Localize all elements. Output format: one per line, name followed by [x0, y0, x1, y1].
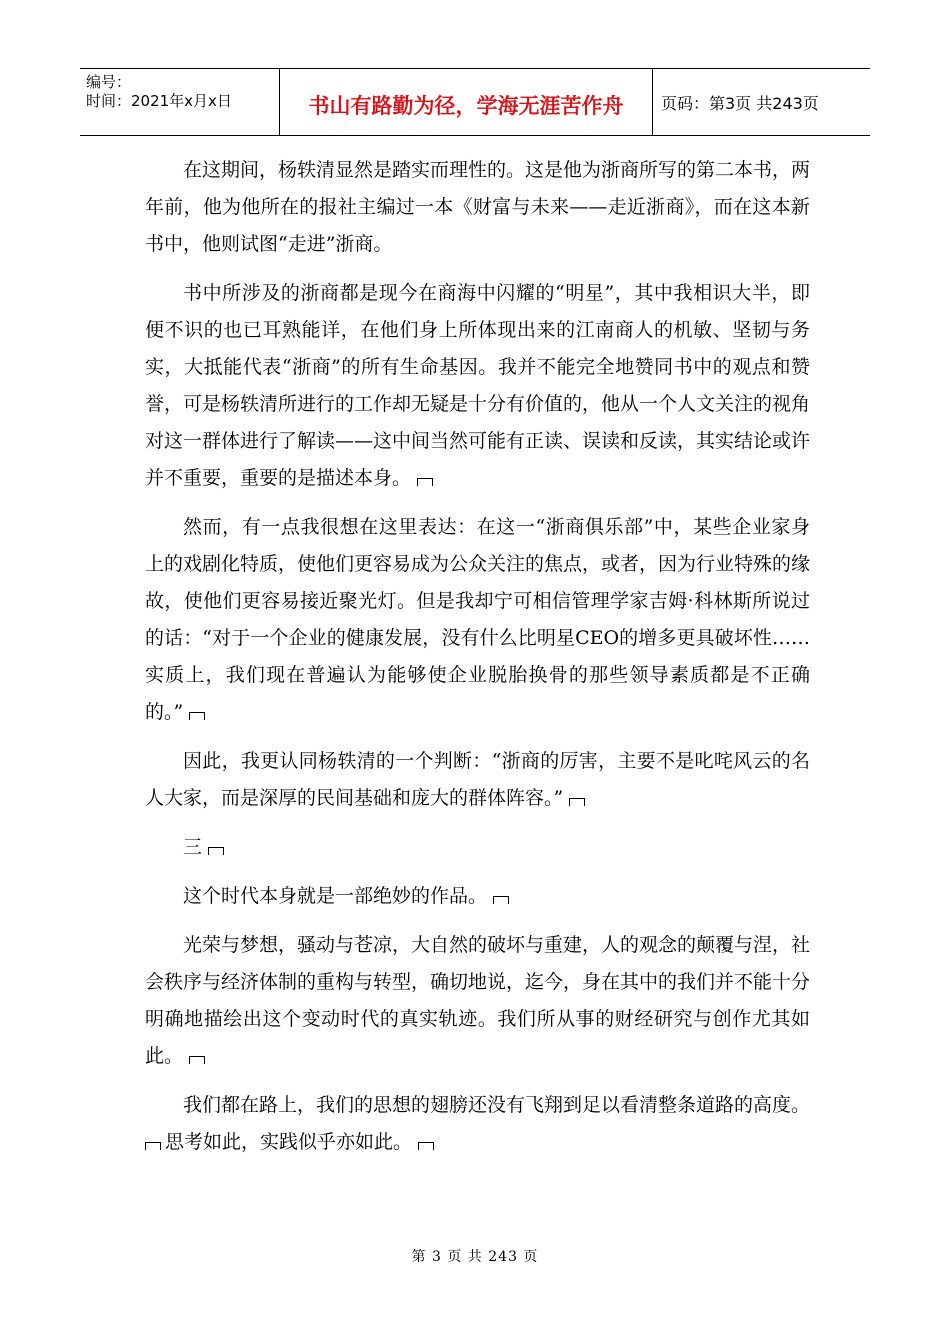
paragraph-mark-icon	[189, 1056, 205, 1064]
paragraph: 这个时代本身就是一部绝妙的作品。	[145, 878, 810, 915]
paragraph-mark-icon	[189, 712, 205, 720]
serial-label: 编号：	[86, 73, 132, 91]
header-motto: 书山有路勤为径，学海无涯苦作舟	[280, 69, 653, 135]
document-body	[145, 152, 810, 1173]
header-meta	[80, 69, 280, 135]
page-header	[80, 68, 870, 136]
paragraph: 光荣与梦想，骚动与苍凉，大自然的破坏与重建，人的观念的颠覆与涅，社会秩序与经济体制的重构与转型，确切地说，迄今，身在其中的我们并不能十分明确地描绘出这个变动时代的真实轨迹。我们所从事的财经研究与创作尤其如此。	[145, 934, 811, 1067]
header-page-label: 页码：第3页 共243页	[661, 93, 819, 113]
page-footer: 第 3 页 共 243 页	[411, 1249, 539, 1265]
paragraph: 因此，我更认同杨轶清的一个判断：“浙商的厉害，主要不是叱咤风云的名人大家，而是深厚的民间基础和庞大的群体阵容。”	[145, 750, 810, 809]
paragraph: 在这期间，杨轶清显然是踏实而理性的。这是他为浙商所写的第二本书，两年前，他为他所在的报社主编过一本《财富与未来——走近浙商》，而在这本新书中，他则试图“走进”浙商。	[145, 159, 811, 255]
paragraph: 书中所涉及的浙商都是现今在商海中闪耀的“明星”，其中我相识大半，即便不识的也已耳熟能详，在他们身上所体现出来的江南商人的机敏、坚韧与务实，大抵能代表“浙商”的所有生命基因。我并不能完全地赞同书中的观点和赞誉，可是杨轶清所进行的工作却无疑是十分有价值的，他从一个人文关注的视角对这一群体进行了解读——这中间当然可能有正读、误读和反读，其实结论或许并不重要，重要的是描述本身。	[145, 282, 811, 489]
date-label: 时间：2021年x月x日	[86, 92, 232, 110]
paragraph-mark-icon	[208, 847, 224, 855]
paragraph-mark-icon	[493, 896, 509, 904]
section-heading: 三	[145, 829, 810, 866]
paragraph-mark-icon	[418, 1142, 434, 1150]
paragraph-mark-icon	[417, 478, 433, 486]
paragraph: 我们都在路上，我们的思想的翅膀还没有飞翔到足以看清整条道路的高度。 思考如此，实践似乎亦如此。	[145, 1087, 810, 1161]
paragraph: 然而，有一点我很想在这里表达：在这一“浙商俱乐部”中，某些企业家身上的戏剧化特质，使他们更容易成为公众关注的焦点，或者，因为行业特殊的缘故，使他们更容易接近聚光灯。但是我却宁可相信管理学家吉姆·科林斯所说过的话：“对于一个企业的健康发展，没有什么比明星CEO的增多更具破坏性……实质上，我们现在普遍认为能够使企业脱胎换骨的那些领导素质都是不正确的。”	[145, 516, 811, 723]
paragraph-mark-icon	[145, 1142, 161, 1150]
paragraph-mark-icon	[569, 798, 585, 806]
